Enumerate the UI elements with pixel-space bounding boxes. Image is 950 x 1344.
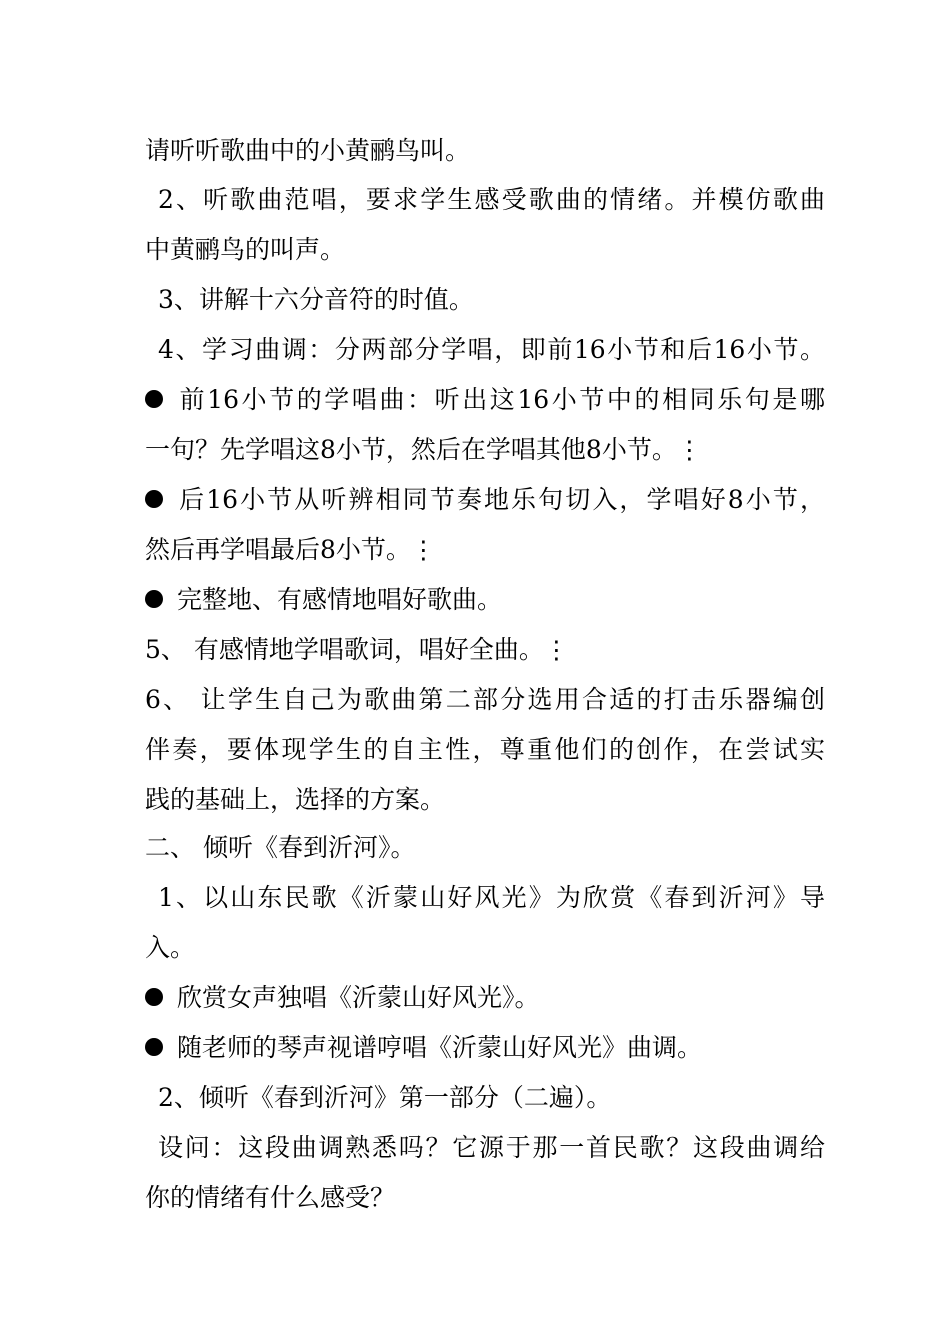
bullet-item [145, 1032, 825, 1064]
bullet-text: 后16小节从听辨相同节奏地乐句切入，学唱好8小节， [177, 485, 825, 514]
paragraph-line: 4、学习曲调：分两部分学唱，即前16小节和后16小节。 [158, 335, 825, 364]
paragraph-line: 2、倾听《春到沂河》第一部分（二遍）。 [158, 1083, 612, 1112]
bullet-icon [145, 590, 163, 608]
paragraph-line: 6、 让学生自己为歌曲第二部分选用合适的打击乐器编创 [145, 685, 825, 714]
paragraph-line: 5、 有感情地学唱歌词，唱好全曲。⋮ [145, 635, 569, 664]
bullet-item [145, 584, 825, 616]
bullet-item [145, 982, 825, 1014]
paragraph-line: 入。 [145, 933, 196, 962]
bullet-icon [145, 490, 163, 508]
bullet-icon [145, 988, 163, 1006]
bullet-text: 前16小节的学唱曲：听出这16小节中的相同乐句是哪 [177, 385, 825, 414]
paragraph-line: 一句？先学唱这8小节，然后在学唱其他8小节。⋮ [145, 435, 702, 464]
paragraph-line: 你的情绪有什么感受？ [145, 1183, 396, 1212]
bullet-item [145, 484, 825, 516]
paragraph-line: 践的基础上，选择的方案。 [145, 785, 446, 814]
bullet-text: 欣赏女声独唱《沂蒙山好风光》。 [177, 983, 540, 1012]
paragraph-line: 请听听歌曲中的小黄鹂鸟叫。 [145, 136, 471, 165]
paragraph-line: 2、听歌曲范唱，要求学生感受歌曲的情绪。并模仿歌曲 [158, 185, 825, 214]
paragraph-line: 中黄鹂鸟的叫声。 [145, 235, 346, 264]
bullet-icon [145, 390, 163, 408]
section-heading: 二、 倾听《春到沂河》。 [145, 833, 416, 862]
paragraph-line: 伴奏，要体现学生的自主性，尊重他们的创作，在尝试实 [145, 735, 825, 764]
bullet-text: 完整地、有感情地唱好歌曲。 [177, 585, 503, 614]
bullet-text: 随老师的琴声视谱哼唱《沂蒙山好风光》曲调。 [177, 1033, 703, 1062]
paragraph-line: 3、讲解十六分音符的时值。 [158, 285, 474, 314]
bullet-icon [145, 1038, 163, 1056]
bullet-item [145, 384, 825, 416]
paragraph-line: 1、以山东民歌《沂蒙山好风光》为欣赏《春到沂河》导 [158, 883, 825, 912]
paragraph-line: 设问：这段曲调熟悉吗？它源于那一首民歌？这段曲调给 [158, 1133, 825, 1162]
paragraph-line: 然后再学唱最后8小节。⋮ [145, 535, 436, 564]
